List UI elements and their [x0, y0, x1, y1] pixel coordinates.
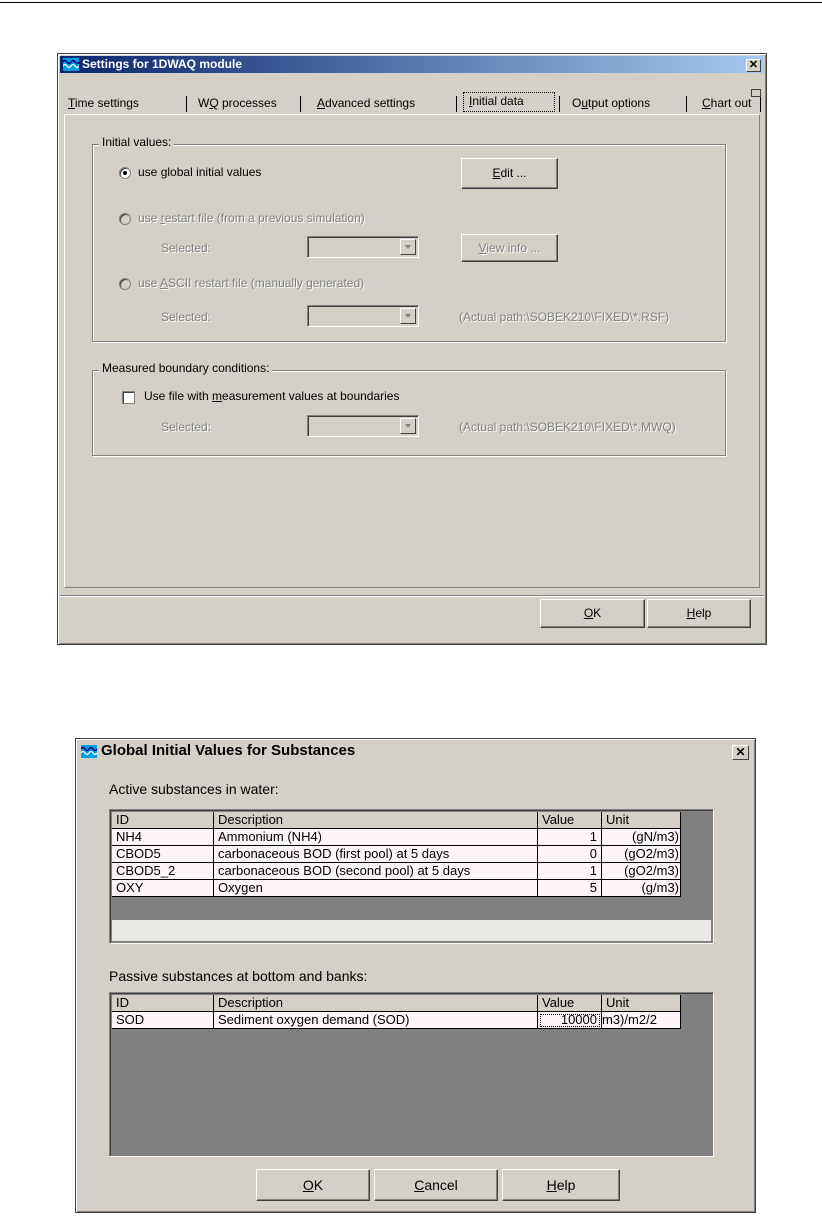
- cell-value[interactable]: 5: [538, 880, 602, 897]
- active-substances-grid[interactable]: [109, 809, 714, 944]
- global-titlebar[interactable]: [78, 741, 753, 761]
- column-header-description[interactable]: Description: [214, 812, 538, 829]
- cell-id[interactable]: CBOD5_2: [112, 863, 214, 880]
- column-header-description[interactable]: Description: [214, 995, 538, 1012]
- selected-label-boundary: Selected:: [161, 420, 212, 434]
- radio-ascii-label[interactable]: use ASCII restart file (manually generated): [138, 276, 365, 290]
- cell-unit[interactable]: 2/m3)/m2: [602, 1012, 681, 1029]
- close-icon[interactable]: ✕: [732, 745, 749, 760]
- global-cancel-button[interactable]: Cancel: [374, 1169, 498, 1201]
- column-header-value[interactable]: Value: [538, 995, 602, 1012]
- cell-id[interactable]: OXY: [112, 880, 214, 897]
- chevron-down-icon[interactable]: [400, 308, 416, 324]
- cell-value[interactable]: 1: [538, 863, 602, 880]
- boundary-label: Measured boundary conditions:: [99, 361, 272, 375]
- column-header-id[interactable]: ID: [112, 812, 214, 829]
- tab-output-options[interactable]: Output options: [566, 93, 687, 113]
- water-wave-icon: [63, 58, 79, 71]
- restart-file-select[interactable]: [307, 236, 419, 258]
- view-info-button[interactable]: View info ...: [461, 234, 558, 262]
- column-header-unit[interactable]: Unit: [602, 995, 681, 1012]
- global-help-button[interactable]: Help: [502, 1169, 620, 1201]
- selected-label-ascii: Selected:: [161, 310, 212, 324]
- radio-restart-file[interactable]: [119, 213, 131, 225]
- tab-chart-output[interactable]: Chart out: [697, 93, 761, 113]
- cell-id[interactable]: SOD: [112, 1012, 214, 1029]
- cell-description[interactable]: carbonaceous BOD (second pool) at 5 days: [214, 863, 538, 880]
- actual-path-rsf: (Actual path:\SOBEK210\FIXED\*.RSF): [459, 310, 670, 324]
- cell-description[interactable]: Ammonium (NH4): [214, 829, 538, 846]
- measurement-file-checkbox[interactable]: [122, 391, 135, 404]
- tab-wq-processes[interactable]: WQ processes: [194, 93, 301, 113]
- column-header-value[interactable]: Value: [538, 812, 602, 829]
- radio-restart-label[interactable]: use restart file (from a previous simulation): [138, 211, 365, 225]
- cell-value[interactable]: 1: [538, 829, 602, 846]
- settings-help-button[interactable]: Help: [647, 599, 751, 628]
- cell-unit[interactable]: (gN/m3): [602, 829, 681, 846]
- settings-titlebar[interactable]: [60, 56, 764, 73]
- radio-global-initial-values[interactable]: [119, 167, 131, 179]
- tab-time-settings[interactable]: Time settings: [64, 93, 187, 113]
- radio-ascii-restart-file[interactable]: [119, 278, 131, 290]
- water-wave-icon: [81, 745, 97, 758]
- selected-label-restart: Selected:: [161, 241, 212, 255]
- ascii-file-select[interactable]: [307, 305, 419, 327]
- footer-separator: [60, 595, 764, 597]
- measurement-file-select[interactable]: [307, 415, 419, 437]
- cell-unit[interactable]: (g/m3): [602, 880, 681, 897]
- cell-value-focused[interactable]: 10000: [538, 1012, 602, 1029]
- passive-substances-grid[interactable]: [109, 992, 714, 1157]
- cell-description[interactable]: carbonaceous BOD (first pool) at 5 days: [214, 846, 538, 863]
- cell-description[interactable]: Oxygen: [214, 880, 538, 897]
- tab-initial-data[interactable]: Initial data: [463, 92, 555, 112]
- cell-value[interactable]: 0: [538, 846, 602, 863]
- settings-ok-button[interactable]: OK: [540, 599, 645, 628]
- chevron-down-icon[interactable]: [400, 418, 416, 434]
- settings-title: Settings for 1DWAQ module: [82, 57, 243, 71]
- tab-scroll-icon[interactable]: [751, 89, 761, 97]
- cell-unit[interactable]: (gO2/m3): [602, 863, 681, 880]
- initial-values-label: Initial values:: [99, 135, 174, 149]
- close-icon[interactable]: ✕: [746, 59, 761, 72]
- global-title: Global Initial Values for Substances: [101, 742, 356, 759]
- global-ok-button[interactable]: OK: [256, 1169, 370, 1201]
- page-top-rule: [0, 2, 822, 3]
- actual-path-mwq: (Actual path:\SOBEK210\FIXED\*.MWQ): [459, 420, 676, 434]
- active-substances-label: Active substances in water:: [109, 781, 279, 797]
- cell-unit[interactable]: (gO2/m3): [602, 846, 681, 863]
- column-header-unit[interactable]: Unit: [602, 812, 681, 829]
- chevron-down-icon[interactable]: [400, 239, 416, 255]
- grid-empty-area: [112, 920, 711, 941]
- radio-global-label[interactable]: use global initial values: [138, 165, 262, 179]
- tab-advanced-settings[interactable]: Advanced settings: [313, 93, 457, 113]
- cell-id[interactable]: CBOD5: [112, 846, 214, 863]
- passive-substances-label: Passive substances at bottom and banks:: [109, 968, 368, 984]
- settings-dialog: [57, 53, 767, 645]
- boundary-group: [92, 370, 726, 456]
- column-header-id[interactable]: ID: [112, 995, 214, 1012]
- edit-button[interactable]: Edit ...: [461, 158, 558, 189]
- global-initial-values-dialog: [75, 738, 756, 1213]
- measurement-file-label[interactable]: Use file with measurement values at boundaries: [144, 389, 400, 403]
- cell-id[interactable]: NH4: [112, 829, 214, 846]
- cell-description[interactable]: Sediment oxygen demand (SOD): [214, 1012, 538, 1029]
